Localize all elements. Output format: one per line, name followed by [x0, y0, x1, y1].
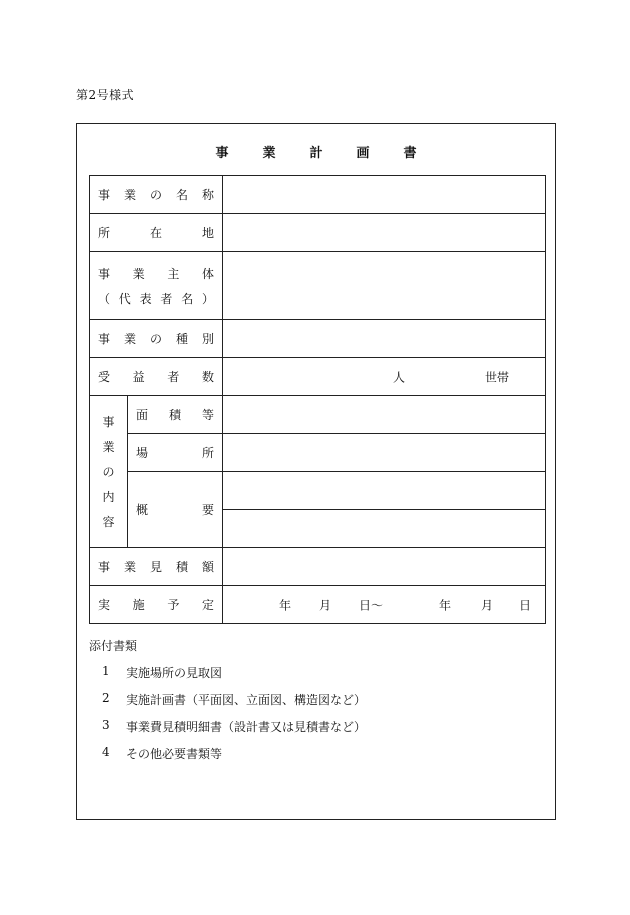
- label-char: 容: [102, 515, 115, 529]
- field-schedule[interactable]: [223, 586, 546, 624]
- field-project-type[interactable]: [223, 320, 546, 358]
- attachment-text: 実施場所の見取図: [126, 666, 223, 680]
- label-char: 事: [98, 188, 111, 202]
- label-schedule: [90, 596, 222, 613]
- label-char: 事: [102, 415, 115, 429]
- label-char: の: [150, 188, 163, 202]
- attachment-number: 4: [102, 745, 110, 759]
- attachment-text: 事業費見積明細書（設計書又は見積書など）: [126, 720, 367, 734]
- label-char: 施: [132, 598, 145, 612]
- label-char: 定: [201, 598, 214, 612]
- schedule-year-start: 年: [279, 598, 292, 612]
- label-char: 額: [202, 560, 215, 574]
- label-project-name: [90, 186, 222, 203]
- label-char: の: [102, 465, 115, 479]
- label-char: 主: [167, 266, 180, 281]
- field-overview-2[interactable]: [223, 510, 546, 548]
- label-char: 称: [202, 188, 215, 202]
- label-char: 数: [201, 370, 214, 384]
- label-char: 表: [139, 291, 152, 306]
- label-char: 概: [136, 503, 149, 517]
- field-estimate[interactable]: [223, 548, 546, 586]
- label-char: 見: [150, 560, 163, 574]
- attachment-text: その他必要書類等: [126, 747, 223, 761]
- row-estimate: [90, 548, 546, 586]
- label-char: 積: [169, 408, 182, 422]
- label-char: 益: [132, 370, 145, 384]
- attachment-number: 3: [102, 718, 110, 732]
- form-number: 第2号様式: [76, 88, 135, 102]
- label-char: 名: [176, 188, 189, 202]
- schedule-day-end: 日: [519, 598, 532, 612]
- label-char: 要: [202, 503, 215, 517]
- row-beneficiaries: [90, 358, 546, 396]
- label-char: 内: [102, 490, 115, 504]
- field-entity[interactable]: [223, 252, 546, 320]
- schedule-month-end: 月: [481, 598, 494, 612]
- label-char: 代: [118, 291, 131, 306]
- label-char: 予: [167, 598, 180, 612]
- label-char: 在: [150, 226, 163, 240]
- label-char: 業: [124, 188, 137, 202]
- label-entity: [90, 265, 222, 282]
- label-representative: [90, 290, 222, 307]
- attachment-item: [89, 691, 366, 708]
- label-location: [90, 224, 222, 241]
- label-char: 事: [98, 332, 111, 346]
- schedule-year-end: 年: [439, 598, 452, 612]
- attachment-number: 2: [102, 691, 110, 705]
- label-char: 実: [98, 598, 111, 612]
- plan-table: [89, 175, 546, 624]
- field-area[interactable]: [223, 396, 546, 434]
- label-char: 別: [202, 332, 215, 346]
- row-name: [90, 176, 546, 214]
- schedule-day-start: 日〜: [359, 598, 384, 612]
- label-char: 者: [160, 291, 173, 306]
- label-overview: [128, 501, 222, 518]
- label-char: 者: [167, 370, 180, 384]
- unit-household: 世帯: [485, 370, 510, 384]
- form-frame: [76, 123, 556, 820]
- label-char: 業: [124, 560, 137, 574]
- label-project-type: [90, 330, 222, 347]
- row-schedule: [90, 586, 546, 624]
- field-overview-1[interactable]: [223, 472, 546, 510]
- label-char: （: [98, 291, 111, 306]
- label-char: 地: [202, 226, 215, 240]
- label-char: 業: [102, 440, 115, 454]
- field-place[interactable]: [223, 434, 546, 472]
- label-char: 体: [201, 266, 214, 281]
- label-char: 積: [176, 560, 189, 574]
- label-content: [90, 413, 127, 530]
- label-char: 受: [98, 370, 111, 384]
- label-char: ）: [201, 291, 214, 306]
- label-char: 所: [202, 446, 215, 460]
- row-content-place: [90, 434, 546, 472]
- label-place: [128, 444, 222, 461]
- label-char: 等: [202, 408, 215, 422]
- attachment-number: 1: [102, 664, 110, 678]
- attachment-item: [89, 745, 366, 762]
- label-char: 種: [176, 332, 189, 346]
- row-content-area: [90, 396, 546, 434]
- schedule-month-start: 月: [319, 598, 332, 612]
- field-project-name[interactable]: [223, 176, 546, 214]
- label-char: 業: [124, 332, 137, 346]
- row-entity: [90, 252, 546, 320]
- field-beneficiaries[interactable]: [223, 358, 546, 396]
- label-estimate: [90, 558, 222, 575]
- attachment-text: 実施計画書（平面図、立面図、構造図など）: [126, 693, 367, 707]
- unit-people: 人: [393, 370, 406, 384]
- label-beneficiaries: [90, 368, 222, 385]
- attachment-item: [89, 664, 366, 681]
- label-char: 業: [132, 266, 145, 281]
- label-char: の: [150, 332, 163, 346]
- label-char: 事: [98, 560, 111, 574]
- label-char: 事: [98, 266, 111, 281]
- label-content-cell: [90, 396, 128, 548]
- label-char: 場: [136, 446, 149, 460]
- row-type: [90, 320, 546, 358]
- row-location: [90, 214, 546, 252]
- attachments-section: [89, 637, 366, 772]
- label-char: 所: [98, 226, 111, 240]
- row-content-overview-1: [90, 472, 546, 510]
- attachments-title: 添付書類: [89, 639, 138, 653]
- field-location[interactable]: [223, 214, 546, 252]
- label-char: 面: [136, 408, 149, 422]
- label-area: [128, 406, 222, 423]
- label-char: 名: [181, 291, 194, 306]
- attachment-item: [89, 718, 366, 735]
- document-title: 事業計画書: [215, 146, 451, 161]
